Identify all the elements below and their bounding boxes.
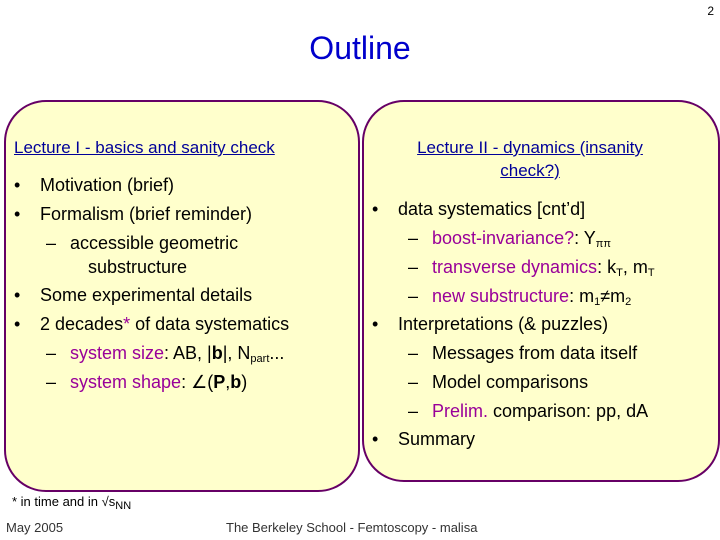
dash: – [408, 401, 419, 421]
footnote: * in time and in $√s_{NN}$ [12, 494, 132, 512]
footer-title: The Berkeley School - Femtoscopy - malisa [226, 520, 478, 535]
left-subitem-system-shape: – system shape: ∠(P,b) [46, 372, 248, 392]
right-subitem-prelim: – Prelim. comparison: pp, dA [408, 401, 649, 421]
dash: – [46, 233, 57, 253]
dash: – [46, 343, 57, 363]
dash: – [408, 372, 419, 392]
lecture-1-heading: Lecture I - basics and sanity check [14, 138, 275, 157]
right-subitem-substructure: – new substructure: $m_1\ne m_2$ [408, 286, 632, 308]
left-item-motivation: • Motivation (brief) [14, 175, 175, 195]
angle-symbol: ∠ [191, 372, 208, 392]
left-subitem-substructure: substructure [88, 257, 188, 277]
right-subitem-boost: – boost-invariance?: $Y_{\pi\pi}$ [408, 228, 611, 250]
bullet: • [14, 285, 21, 305]
right-subitem-models: – Model comparisons [408, 372, 589, 392]
bullet: • [372, 199, 379, 219]
right-item-summary: • Summary [372, 429, 476, 449]
dash: – [46, 372, 57, 392]
bullet: • [372, 429, 379, 449]
dash: – [408, 343, 419, 363]
bullet: • [372, 314, 379, 334]
dash: – [408, 228, 419, 248]
sqrt-symbol: √ [101, 494, 109, 509]
footer-date: May 2005 [6, 520, 64, 535]
dash: – [408, 286, 419, 306]
right-item-interpretations: • Interpretations (& puzzles) [372, 314, 609, 334]
left-subitem-system-size: – system size: AB, |b|, $N_{part}$... [46, 343, 285, 365]
bullet: • [14, 204, 21, 224]
bullet: • [14, 314, 21, 334]
right-subitem-messages: – Messages from data itself [408, 343, 638, 363]
left-item-formalism: • Formalism (brief reminder) [14, 204, 253, 224]
left-item-experimental: • Some experimental details [14, 285, 253, 305]
page-number: 2 [707, 4, 714, 18]
right-item-data-systematics: • data systematics [cnt’d] [372, 199, 586, 219]
bullet: • [14, 175, 21, 195]
left-subitem-geometric: – accessible geometric [46, 233, 239, 253]
dash: – [408, 257, 419, 277]
left-item-decades: • 2 decades* of data systematics [14, 314, 290, 334]
page-title: Outline [309, 30, 411, 66]
lecture-2-heading: Lecture II - dynamics (insanity check?) [417, 138, 643, 180]
right-subitem-transverse: – transverse dynamics: $k_T$, $m_T$ [408, 257, 655, 279]
